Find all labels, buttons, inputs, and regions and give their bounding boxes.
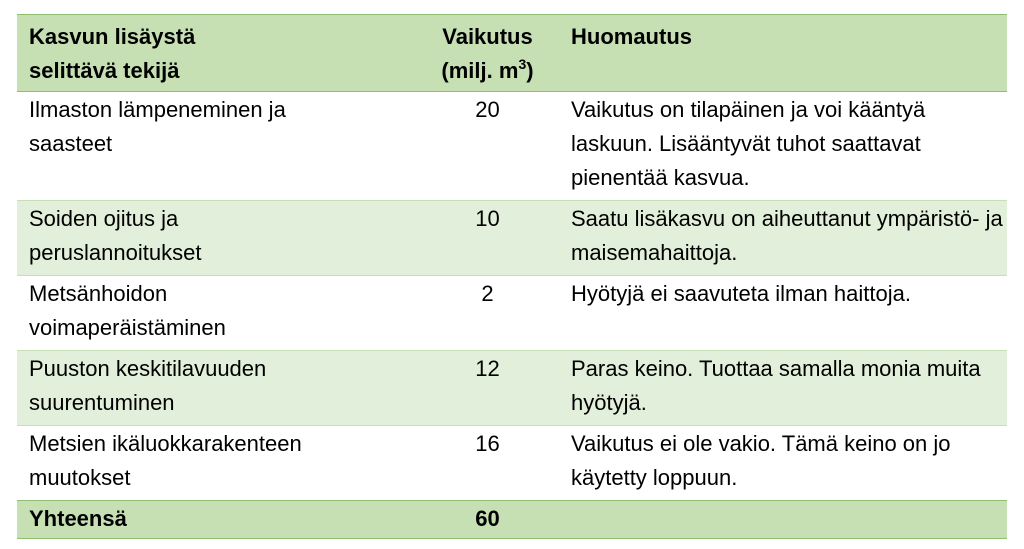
row-effect: 10 <box>416 201 559 276</box>
row-note: Paras keino. Tuottaa samalla monia muita hyötyjä. <box>559 351 1007 426</box>
row-factor: Metsänhoidon voimaperäistäminen <box>29 281 226 340</box>
header-factor: Kasvun lisäystä selittävä tekijä <box>17 15 416 92</box>
table-row <box>17 276 1007 351</box>
row-note: Saatu lisäkasvu on aiheuttanut ympäristö- ja maisemahaittoja. <box>559 201 1007 276</box>
header-row <box>17 15 1007 92</box>
header-effect-sup: 3 <box>518 56 527 72</box>
row-effect: 12 <box>416 351 559 426</box>
row-effect: 20 <box>475 97 500 122</box>
row-factor: Soiden ojitus ja peruslannoitukset <box>17 201 416 276</box>
row-factor: Ilmaston lämpeneminen ja saasteet <box>29 97 286 156</box>
header-effect-close: ) <box>526 58 534 83</box>
table-row <box>17 351 1007 426</box>
total-row <box>17 501 1007 539</box>
table-row <box>17 426 1007 501</box>
row-note: Vaikutus ei ole vakio. Tämä keino on jo käytetty loppuun. <box>571 431 951 490</box>
total-value: 60 <box>416 501 559 539</box>
row-note: Hyötyjä ei saavuteta ilman haittoja. <box>571 281 911 306</box>
header-effect-text: Vaikutus (milj. m <box>441 24 533 83</box>
growth-factors-table <box>17 14 1007 539</box>
row-effect: 2 <box>481 281 494 306</box>
row-factor: Metsien ikäluokkarakenteen muutokset <box>29 431 302 490</box>
row-factor: Puuston keskitilavuuden suurentuminen <box>17 351 416 426</box>
header-note: Huomautus <box>559 15 1007 92</box>
header-effect <box>416 15 559 92</box>
total-label: Yhteensä <box>17 501 416 539</box>
table-row <box>17 201 1007 276</box>
row-note: Vaikutus on tilapäinen ja voi kääntyä laskuun. Lisääntyvät tuhot saattavat pienentää kasvua. <box>571 97 926 190</box>
row-effect: 16 <box>475 431 500 456</box>
total-note <box>559 501 1007 539</box>
table-row <box>17 92 1007 201</box>
